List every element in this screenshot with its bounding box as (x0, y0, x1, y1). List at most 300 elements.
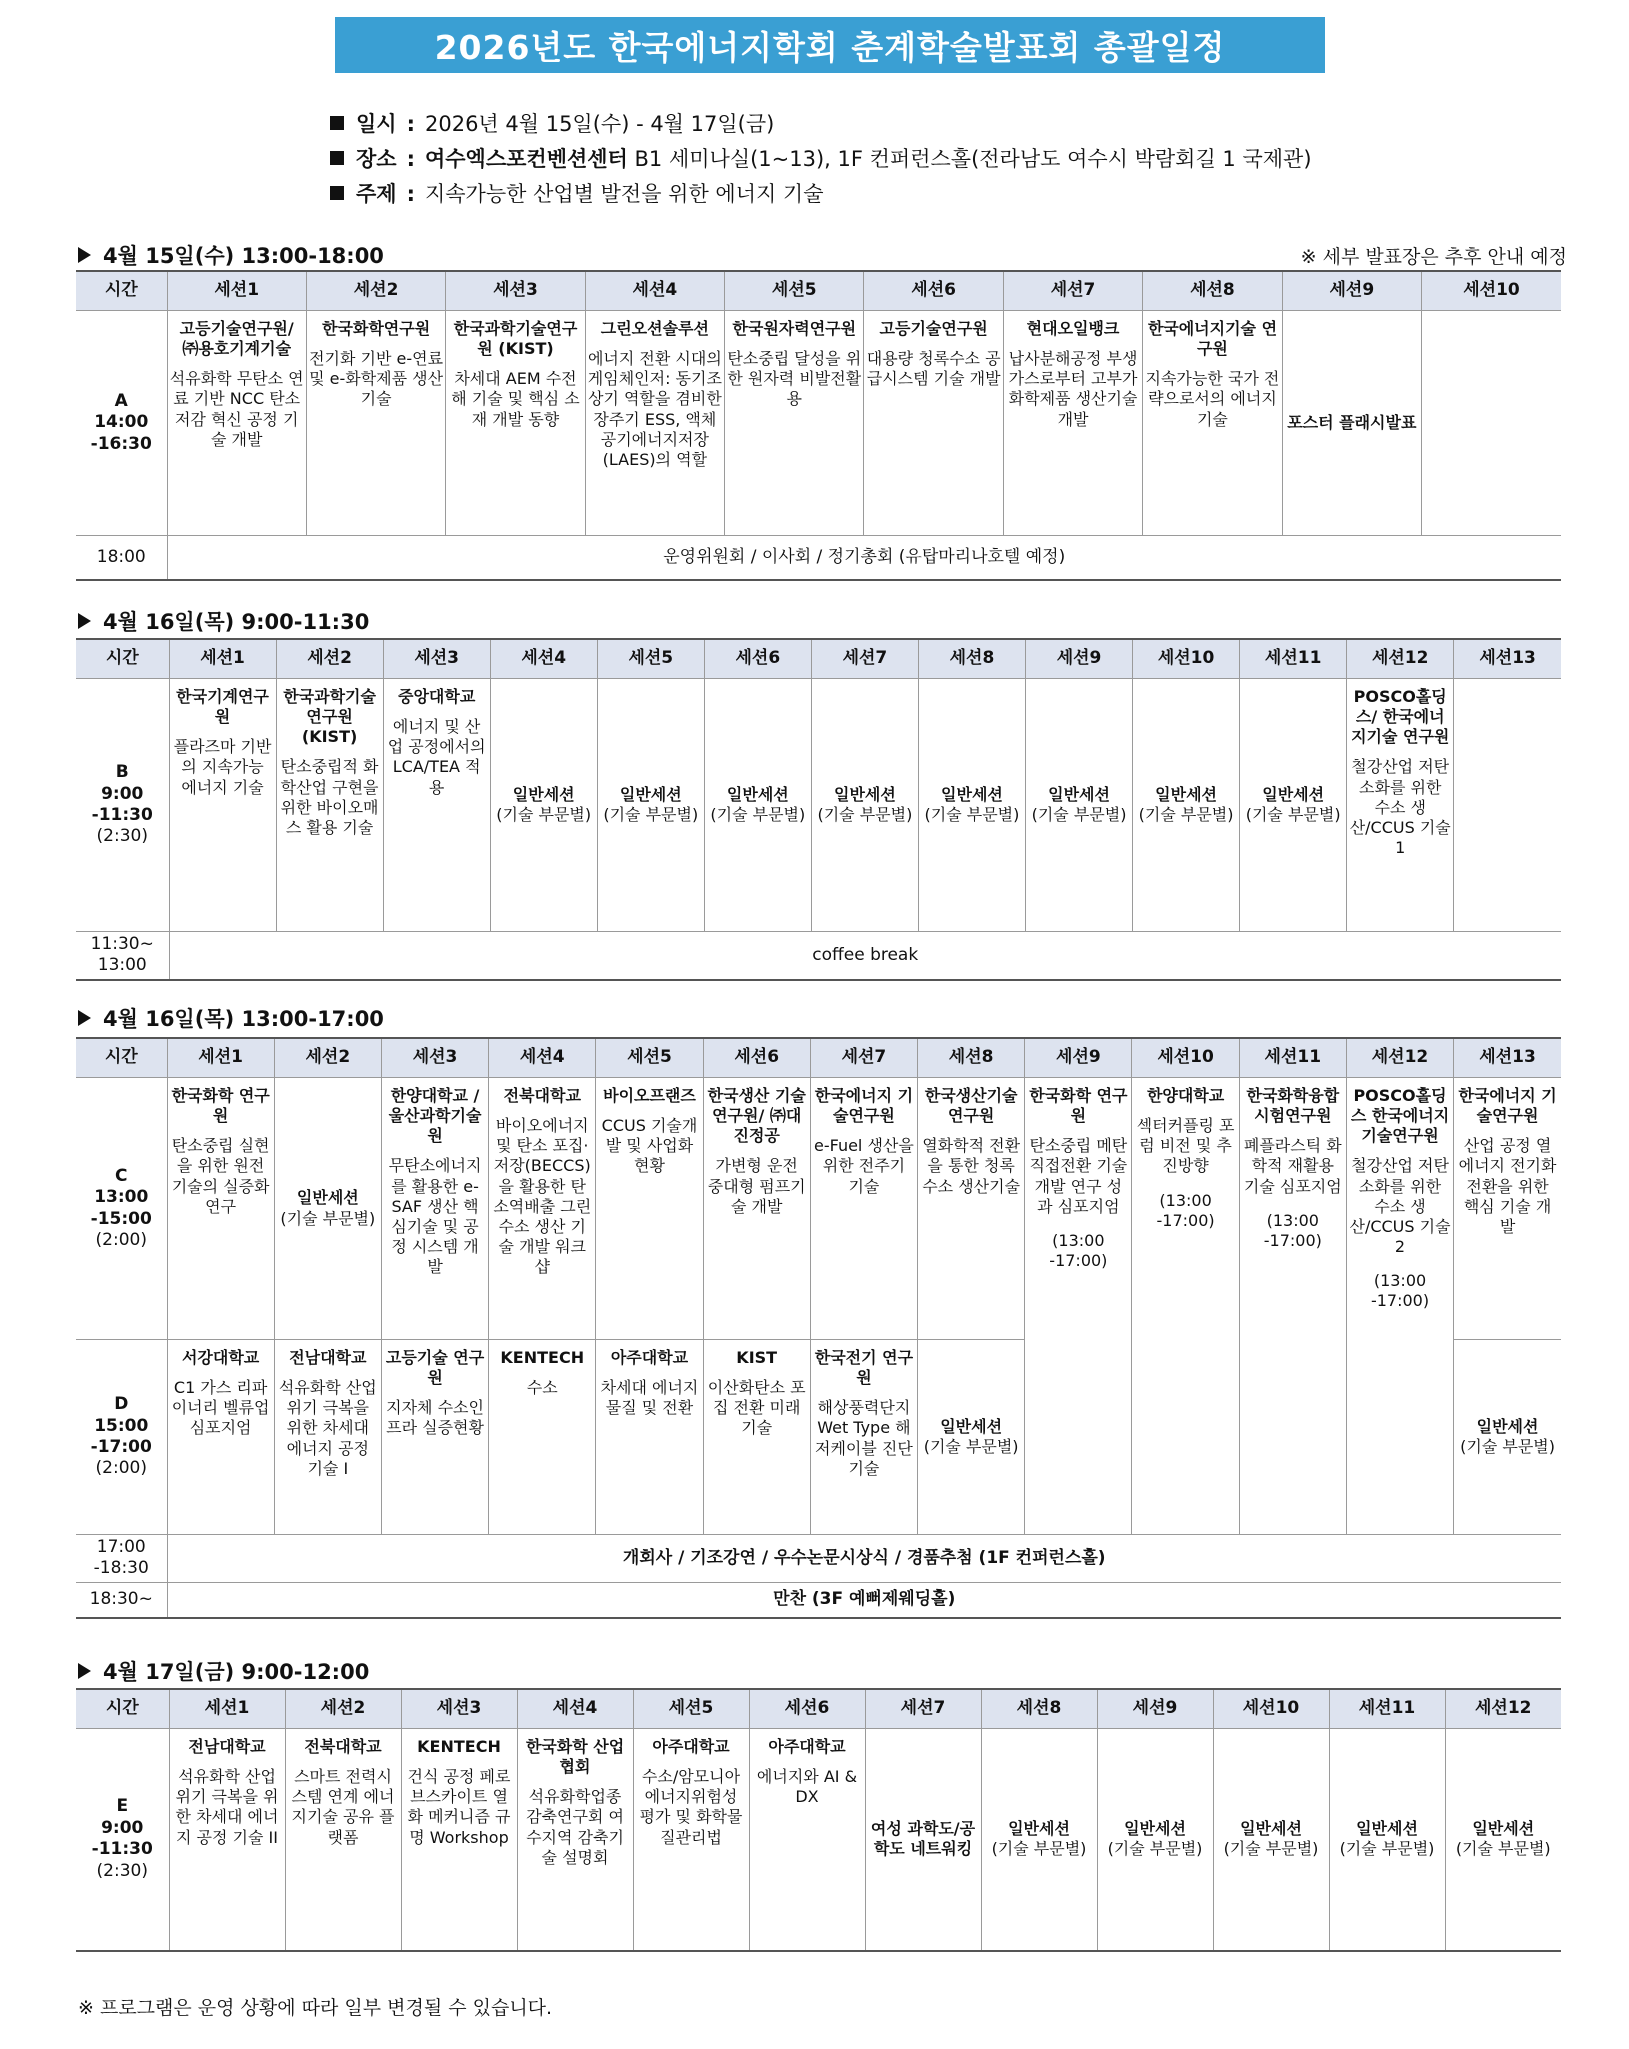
session-header: 세션4 (517, 1689, 633, 1729)
time-slot-line: -17:00 (90, 1437, 152, 1457)
time-slot-line: -15:00 (90, 1208, 152, 1229)
session-topic: 석유화학 산업 위기 극복을 위한 차세대 에너지 공정 기술 II (175, 1767, 279, 1847)
session-institution: 한국전기 연구원 (814, 1348, 914, 1388)
general-session-cell (918, 1340, 1025, 1535)
session-header: 세션11 (1240, 639, 1347, 679)
general-session-label: 일반세션 (1155, 784, 1217, 804)
general-session-sub: (기술 부문별) (280, 1208, 376, 1228)
session-topic: 석유화학 산업 위기 극복을 위한 차세대 에너지 공정 기술 I (278, 1378, 377, 1478)
session-topic: 수소 (526, 1378, 558, 1398)
session-header: 세션1 (167, 271, 306, 311)
info-value: B1 세미나실(1~13), 1F 컨퍼런스홀(전라남도 여수시 박람회길 1 국제관) (627, 147, 1312, 171)
session-institution: 중앙대학교 (398, 687, 476, 706)
session-topic: 무탄소에너지를 활용한 e-SAF 생산 핵심기술 및 공정 시스템 개발 (388, 1156, 482, 1277)
session-cell (918, 1078, 1025, 1340)
session-cell (1347, 679, 1454, 932)
general-session-cell (1133, 679, 1240, 932)
day-title (78, 606, 369, 636)
session-institution: 한국과학기술연구원 (KIST) (283, 687, 376, 747)
general-session-cell (274, 1078, 381, 1340)
general-session-cell (1454, 1340, 1561, 1535)
session-topic: 납사분해공정 부생가스로부터 고부가 화학제품 생산기술 개발 (1008, 349, 1138, 429)
session-institution: 한국화학 산업협회 (525, 1737, 625, 1777)
wide-time-cell: 11:30~ 13:00 (76, 932, 169, 980)
session-header: 세션8 (981, 1689, 1097, 1729)
wide-event-cell: 운영위원회 / 이사회 / 정기총회 (유탑마리나호텔 예정) (167, 536, 1561, 580)
session-topic: 차세대 AEM 수전해 기술 및 핵심 소재 개발 동향 (451, 369, 580, 429)
session-header: 세션8 (918, 639, 1025, 679)
special-session-cell (865, 1729, 981, 1951)
session-institution: 고등기술연구원 (879, 319, 988, 338)
time-slot-line: -16:30 (90, 433, 152, 454)
session-topic: 대용량 청록수소 공급시스템 기술 개발 (866, 349, 1001, 389)
general-session-cell (1213, 1729, 1329, 1951)
session-time-note: (13:00 -17:00) (1049, 1230, 1108, 1271)
time-slot-line: (2:00) (95, 1229, 147, 1250)
session-cell (167, 1078, 274, 1340)
session-institution: 아주대학교 (768, 1737, 846, 1756)
session-institution: 전남대학교 (188, 1737, 266, 1756)
general-session-sub: (기술 부문별) (1107, 1839, 1203, 1859)
session-institution: 아주대학교 (610, 1348, 689, 1367)
general-session-label: 일반세션 (940, 1416, 1003, 1436)
bullet-square-icon (330, 116, 344, 130)
session-institution: 한국생산 기술연구원/ ㈜대진정공 (707, 1086, 806, 1146)
time-slot-line: 15:00 (94, 1415, 149, 1436)
session-cell (810, 1078, 917, 1340)
session-institution: 고등기술 연구원 (385, 1348, 485, 1388)
session-institution: 한양대학교 (1146, 1086, 1225, 1105)
time-header: 시간 (76, 1689, 169, 1729)
session-cell (1132, 1078, 1239, 1535)
general-session-label: 일반세션 (512, 784, 575, 804)
triangle-bullet-icon (78, 247, 91, 263)
session-cell (401, 1729, 517, 1951)
general-session-label: 일반세션 (1240, 1819, 1302, 1839)
session-cell (633, 1729, 749, 1951)
time-slot-line: (2:30) (96, 826, 148, 847)
time-slot-cell (76, 1729, 169, 1951)
empty-cell (1454, 679, 1561, 932)
session-header: 세션5 (596, 1038, 703, 1078)
session-institution: 한국화학 연구원 (1029, 1086, 1128, 1126)
slot-row (76, 679, 1561, 932)
schedule-table (76, 270, 1561, 581)
session-topic: 석유화학 무탄소 연료 기반 NCC 탄소저감 혁신 공정 기술 개발 (169, 369, 304, 449)
page-title: 2026년도 한국에너지학회 춘계학술발표회 총괄일정 (335, 17, 1325, 73)
general-session-label: 일반세션 (1472, 1819, 1535, 1839)
session-institution: POSCO홀딩스 한국에너지 기술연구원 (1350, 1086, 1450, 1146)
session-cell (167, 311, 306, 536)
session-cell (306, 311, 445, 536)
session-institution: KENTECH (417, 1737, 501, 1756)
session-cell (1025, 1078, 1132, 1535)
schedule-table (76, 638, 1561, 981)
session-institution: 한양대학교 / 울산과학기술원 (388, 1086, 482, 1146)
session-topic: 에너지 및 산업 공정에서의 LCA/TEA 적용 (387, 717, 486, 797)
session-header: 세션1 (169, 1689, 285, 1729)
session-time-note: (13:00 -17:00) (1156, 1190, 1215, 1230)
session-institution: 한국기계연구원 (176, 687, 269, 727)
general-session-sub: (기술 부문별) (496, 805, 592, 824)
special-session-cell (1282, 311, 1421, 536)
session-cell (381, 1340, 488, 1535)
session-cell (1003, 311, 1142, 536)
session-header: 세션7 (810, 1038, 917, 1078)
session-topic: 에너지와 AI & DX (756, 1767, 858, 1807)
session-topic: 바이오에너지 및 탄소 포집·저장(BECCS)을 활용한 탄소역배출 그린 수소 생산 기술 개발 워크샵 (493, 1116, 592, 1277)
session-topic: 탄소중립 실현을 위한 원전기술의 실증화 연구 (171, 1136, 270, 1216)
info-line (330, 143, 1312, 173)
wide-time-cell: 17:00 -18:30 (76, 1535, 167, 1583)
time-slot-line: (2:00) (95, 1458, 147, 1479)
session-topic: 지자체 수소인프라 실증현황 (386, 1398, 484, 1438)
general-session-label: 일반세션 (941, 784, 1003, 804)
general-session-cell (490, 679, 597, 932)
time-slot-line: 13:00 (94, 1187, 149, 1208)
general-session-sub: (기술 부문별) (817, 805, 913, 824)
time-slot-line: 9:00 (101, 783, 144, 804)
info-colon: : (406, 182, 415, 206)
general-session-cell (1097, 1729, 1213, 1951)
session-cell (446, 311, 585, 536)
session-header: 세션4 (490, 639, 597, 679)
time-slot-line: -11:30 (91, 1839, 153, 1860)
session-header: 세션10 (1132, 1038, 1239, 1078)
session-cell (1239, 1078, 1346, 1535)
general-session-cell (1240, 679, 1347, 932)
session-topic: 산업 공정 열에너지 전기화 전환을 위한 핵심 기술 개발 (1458, 1136, 1557, 1236)
general-session-sub: (기술 부문별) (1245, 805, 1341, 824)
session-header: 세션9 (1282, 271, 1421, 311)
general-session-sub: (기술 부문별) (923, 1437, 1019, 1456)
header-row (76, 1689, 1561, 1729)
general-session-sub: (기술 부문별) (1455, 1839, 1551, 1859)
session-header: 세션3 (401, 1689, 517, 1729)
wide-event-cell: coffee break (169, 932, 1561, 980)
session-topic: 철강산업 저탄소화를 위한 수소 생산/CCUS 기술 2 (1349, 1156, 1451, 1257)
session-header: 세션1 (169, 639, 276, 679)
time-slot-line: D (114, 1394, 129, 1415)
session-topic: 전기화 기반 e-연료 및 e-화학제품 생산기술 (309, 349, 444, 409)
session-cell (169, 1729, 285, 1951)
session-institution: 한국생산기술 연구원 (924, 1086, 1018, 1126)
session-cell (517, 1729, 633, 1951)
slot-row (76, 1535, 1561, 1583)
session-cell (596, 1078, 703, 1340)
header-row (76, 271, 1561, 311)
session-header: 세션5 (633, 1689, 749, 1729)
slot-row (76, 536, 1561, 580)
time-slot-cell (76, 311, 167, 536)
session-header: 세션6 (749, 1689, 865, 1729)
info-value: 2026년 4월 15일(수) - 4월 17일(금) (424, 112, 775, 136)
session-cell (276, 679, 383, 932)
wide-time-cell: 18:30~ (76, 1582, 167, 1618)
session-header: 세션5 (725, 271, 864, 311)
special-session-label: 포스터 플래시발표 (1287, 412, 1417, 432)
general-session-label: 일반세션 (619, 784, 682, 804)
session-topic: 이산화탄소 포집 전환 미래 기술 (707, 1378, 806, 1438)
slot-row (76, 1078, 1561, 1340)
triangle-bullet-icon (78, 1663, 91, 1679)
session-institution: 한국에너지 기술연구원 (814, 1086, 914, 1126)
session-institution: 한국에너지 기술연구원 (1458, 1086, 1557, 1126)
general-session-sub: (기술 부문별) (1460, 1437, 1555, 1456)
general-session-cell (981, 1729, 1097, 1951)
session-header: 세션3 (446, 271, 585, 311)
session-time-note: (13:00 -17:00) (1370, 1271, 1430, 1311)
session-topic: 건식 공정 페로브스카이트 열화 메커니즘 규명 Workshop (407, 1767, 511, 1847)
general-session-label: 일반세션 (1262, 784, 1325, 804)
special-session-label: 여성 과학도/공학도 네트워킹 (870, 1819, 976, 1859)
info-label: 장소 (356, 147, 397, 171)
time-slot-line: -11:30 (91, 805, 153, 825)
session-header: 세션12 (1347, 639, 1454, 679)
session-cell (285, 1729, 401, 1951)
session-header: 세션5 (597, 639, 704, 679)
session-header: 세션2 (274, 1038, 381, 1078)
session-header: 세션11 (1239, 1038, 1346, 1078)
info-line (330, 108, 774, 138)
slot-row (76, 1729, 1561, 1951)
general-session-sub: (기술 부문별) (603, 805, 699, 824)
session-cell (585, 311, 724, 536)
general-session-sub: (기술 부문별) (991, 1839, 1087, 1859)
session-cell (810, 1340, 917, 1535)
session-institution: KENTECH (500, 1348, 585, 1367)
session-header: 세션10 (1213, 1689, 1329, 1729)
slot-row (76, 932, 1561, 980)
session-cell (1143, 311, 1282, 536)
session-topic: e-Fuel 생산을 위한 전주기 기술 (814, 1136, 914, 1196)
session-header: 세션6 (864, 271, 1003, 311)
session-cell (703, 1078, 810, 1340)
session-institution: 한국화학연구원 (321, 319, 431, 338)
time-slot-line: (2:30) (96, 1860, 148, 1881)
session-header: 세션1 (167, 1038, 274, 1078)
session-topic: 해상풍력단지 Wet Type 해저케이블 진단 기술 (815, 1398, 913, 1478)
day-title-text: 4월 15일(수) 13:00-18:00 (103, 244, 384, 268)
day-title (78, 240, 384, 270)
info-colon: : (406, 112, 415, 136)
session-header: 세션3 (383, 639, 490, 679)
session-time-note: (13:00 -17:00) (1263, 1210, 1322, 1250)
session-institution: 그린오션솔루션 (600, 319, 709, 338)
session-institution: 한국화학융합 시험연구원 (1246, 1086, 1340, 1126)
header-row (76, 639, 1561, 679)
session-institution: 현대오일뱅크 (1026, 319, 1120, 338)
session-cell (749, 1729, 865, 1951)
info-line (330, 178, 824, 208)
session-header: 세션13 (1454, 639, 1561, 679)
day-title (78, 1003, 384, 1033)
session-header: 세션13 (1454, 1038, 1561, 1078)
session-cell (274, 1340, 381, 1535)
session-cell (703, 1340, 810, 1535)
session-institution: 고등기술연구원/ ㈜용호기계기술 (179, 319, 294, 359)
general-session-cell (704, 679, 811, 932)
session-header: 세션11 (1329, 1689, 1445, 1729)
general-session-label: 일반세션 (1124, 1819, 1186, 1839)
wide-time-cell: 18:00 (76, 536, 167, 580)
session-institution: KIST (736, 1348, 778, 1367)
general-session-cell (1445, 1729, 1561, 1951)
time-slot-line: E (116, 1796, 129, 1817)
info-value: 지속가능한 산업별 발전을 위한 에너지 기술 (424, 182, 824, 206)
empty-cell (1422, 311, 1561, 536)
general-session-sub: (기술 부문별) (1339, 1839, 1435, 1859)
general-session-label: 일반세션 (726, 784, 789, 804)
session-cell (725, 311, 864, 536)
day-title (78, 1656, 369, 1686)
bullet-square-icon (330, 151, 344, 165)
session-institution: 한국원자력연구원 (732, 319, 857, 338)
session-institution: 전북대학교 (503, 1086, 581, 1105)
time-slot-cell (76, 1340, 167, 1535)
time-slot-line: 9:00 (101, 1817, 144, 1838)
time-header: 시간 (76, 1038, 167, 1078)
session-header: 세션9 (1026, 639, 1133, 679)
info-colon: : (406, 147, 415, 171)
wide-event-cell: 만찬 (3F 예뻐제웨딩홀) (167, 1582, 1561, 1618)
general-session-sub: (기술 부문별) (1223, 1839, 1319, 1859)
info-venue: 여수엑스포컨벤션센터 (424, 147, 628, 171)
general-session-sub: (기술 부문별) (924, 805, 1020, 824)
session-header: 세션10 (1133, 639, 1240, 679)
time-slot-cell (76, 1078, 167, 1340)
session-topic: 철강산업 저탄소화를 위한 수소 생산/CCUS 기술 1 (1349, 757, 1451, 858)
general-session-cell (811, 679, 918, 932)
time-slot-line: C (115, 1165, 128, 1186)
session-header: 세션7 (1003, 271, 1142, 311)
session-header: 세션12 (1346, 1038, 1453, 1078)
session-cell (489, 1078, 596, 1340)
session-header: 세션7 (865, 1689, 981, 1729)
general-session-sub: (기술 부문별) (1138, 805, 1234, 824)
session-header: 세션9 (1025, 1038, 1132, 1078)
general-session-cell (597, 679, 704, 932)
session-topic: 스마트 전력시스템 연계 에너지기술 공유 플랫폼 (291, 1767, 395, 1847)
session-header: 세션4 (585, 271, 724, 311)
day-title-text: 4월 16일(목) 13:00-17:00 (103, 1007, 384, 1031)
session-topic: 탄소중립적 화학산업 구현을 위한 바이오매스 활용 기술 (280, 757, 379, 837)
session-institution: 아주대학교 (652, 1737, 730, 1756)
session-cell (1454, 1078, 1561, 1340)
session-cell (1346, 1078, 1453, 1535)
session-header: 세션6 (703, 1038, 810, 1078)
session-cell (596, 1340, 703, 1535)
time-slot-cell (76, 679, 169, 932)
session-institution: 전남대학교 (289, 1348, 367, 1367)
info-label: 일시 (356, 112, 397, 136)
triangle-bullet-icon (78, 1010, 91, 1026)
session-institution: 한국과학기술연구원 (KIST) (453, 319, 578, 359)
session-header: 세션10 (1422, 271, 1561, 311)
day-title-text: 4월 16일(목) 9:00-11:30 (103, 610, 370, 634)
general-session-sub: (기술 부문별) (1031, 805, 1127, 824)
time-header: 시간 (76, 639, 169, 679)
bullet-square-icon (330, 186, 344, 200)
general-session-label: 일반세션 (296, 1188, 359, 1208)
session-cell (169, 679, 276, 932)
time-slot-line: A (114, 390, 128, 411)
session-cell (864, 311, 1003, 536)
slot-row (76, 311, 1561, 536)
session-header: 세션3 (381, 1038, 488, 1078)
session-institution: 전북대학교 (304, 1737, 382, 1756)
general-session-cell (1329, 1729, 1445, 1951)
session-header: 세션8 (1143, 271, 1282, 311)
session-institution: POSCO홀딩스/ 한국에너지기술 연구원 (1351, 687, 1450, 747)
header-row (76, 1038, 1561, 1078)
session-topic: 탄소중립 메탄 직접전환 기술개발 연구 성과 심포지엄 (1029, 1136, 1128, 1216)
session-topic: 폐플라스틱 화학적 재활용 기술 심포지엄 (1243, 1136, 1342, 1196)
session-topic: 석유화학업종 감축연구회 여수지역 감축기술 설명회 (526, 1787, 624, 1867)
session-header: 세션8 (918, 1038, 1025, 1078)
footnote: ※ 프로그램은 운영 상황에 따라 일부 변경될 수 있습니다. (78, 1997, 553, 2019)
session-cell (381, 1078, 488, 1340)
session-institution: 서강대학교 (181, 1348, 260, 1367)
day-title-text: 4월 17일(금) 9:00-12:00 (103, 1660, 370, 1684)
session-header: 세션12 (1445, 1689, 1561, 1729)
general-session-cell (1026, 679, 1133, 932)
session-header: 세션9 (1097, 1689, 1213, 1729)
session-topic: 가변형 운전 중대형 펌프기술 개발 (707, 1156, 806, 1216)
schedule-table (76, 1037, 1561, 1619)
session-header: 세션7 (811, 639, 918, 679)
session-cell (489, 1340, 596, 1535)
wide-event-cell: 개회사 / 기조강연 / 우수논문시상식 / 경품추첨 (1F 컨퍼런스홀) (167, 1535, 1561, 1583)
session-header: 세션2 (285, 1689, 401, 1729)
time-header: 시간 (76, 271, 167, 311)
session-header: 세션4 (489, 1038, 596, 1078)
general-session-label: 일반세션 (1476, 1416, 1539, 1436)
general-session-cell (918, 679, 1025, 932)
schedule-table (76, 1688, 1561, 1952)
triangle-bullet-icon (78, 613, 91, 629)
session-cell (383, 679, 490, 932)
session-topic: 지속가능한 국가 전략으로서의 에너지 기술 (1145, 369, 1280, 429)
session-topic: CCUS 기술개발 및 사업화 현황 (601, 1116, 698, 1176)
session-topic: 에너지 전환 시대의 게임체인저: 동기조상기 역할을 겸비한 장주기 ESS, 액체공기에너지저장(LAES)의 역할 (587, 349, 722, 469)
general-session-label: 일반세션 (1008, 1819, 1070, 1839)
general-session-label: 일반세션 (833, 784, 896, 804)
general-session-label: 일반세션 (1048, 784, 1110, 804)
session-topic: 수소/암모니아 에너지위험성 평가 및 화학물질관리법 (639, 1767, 743, 1847)
session-institution: 한국에너지기술 연구원 (1147, 319, 1278, 359)
slot-row (76, 1582, 1561, 1618)
session-header: 세션6 (704, 639, 811, 679)
time-slot-line: B (115, 762, 129, 783)
session-institution: 한국화학 연구원 (171, 1086, 270, 1126)
session-header: 세션2 (306, 271, 445, 311)
session-cell (167, 1340, 274, 1535)
general-session-label: 일반세션 (1356, 1819, 1418, 1839)
session-topic: 섹터커플링 포럼 비전 및 추진방향 (1136, 1116, 1235, 1176)
session-header: 세션2 (276, 639, 383, 679)
general-session-sub: (기술 부문별) (710, 805, 806, 824)
session-topic: 탄소중립 달성을 위한 원자력 비발전활용 (727, 349, 862, 409)
time-slot-line: 14:00 (94, 412, 149, 433)
detail-note: ※ 세부 발표장은 추후 안내 예정 (1300, 246, 1567, 268)
session-topic: 플라즈마 기반의 지속가능 에너지 기술 (173, 737, 272, 797)
session-institution: 바이오프랜즈 (603, 1086, 696, 1105)
session-topic: C1 가스 리파이너리 벨류업 심포지엄 (171, 1378, 270, 1438)
session-topic: 차세대 에너지 물질 및 전환 (600, 1378, 699, 1418)
info-label: 주제 (356, 182, 397, 206)
session-topic: 열화학적 전환을 통한 청록수소 생산기술 (922, 1136, 1021, 1196)
